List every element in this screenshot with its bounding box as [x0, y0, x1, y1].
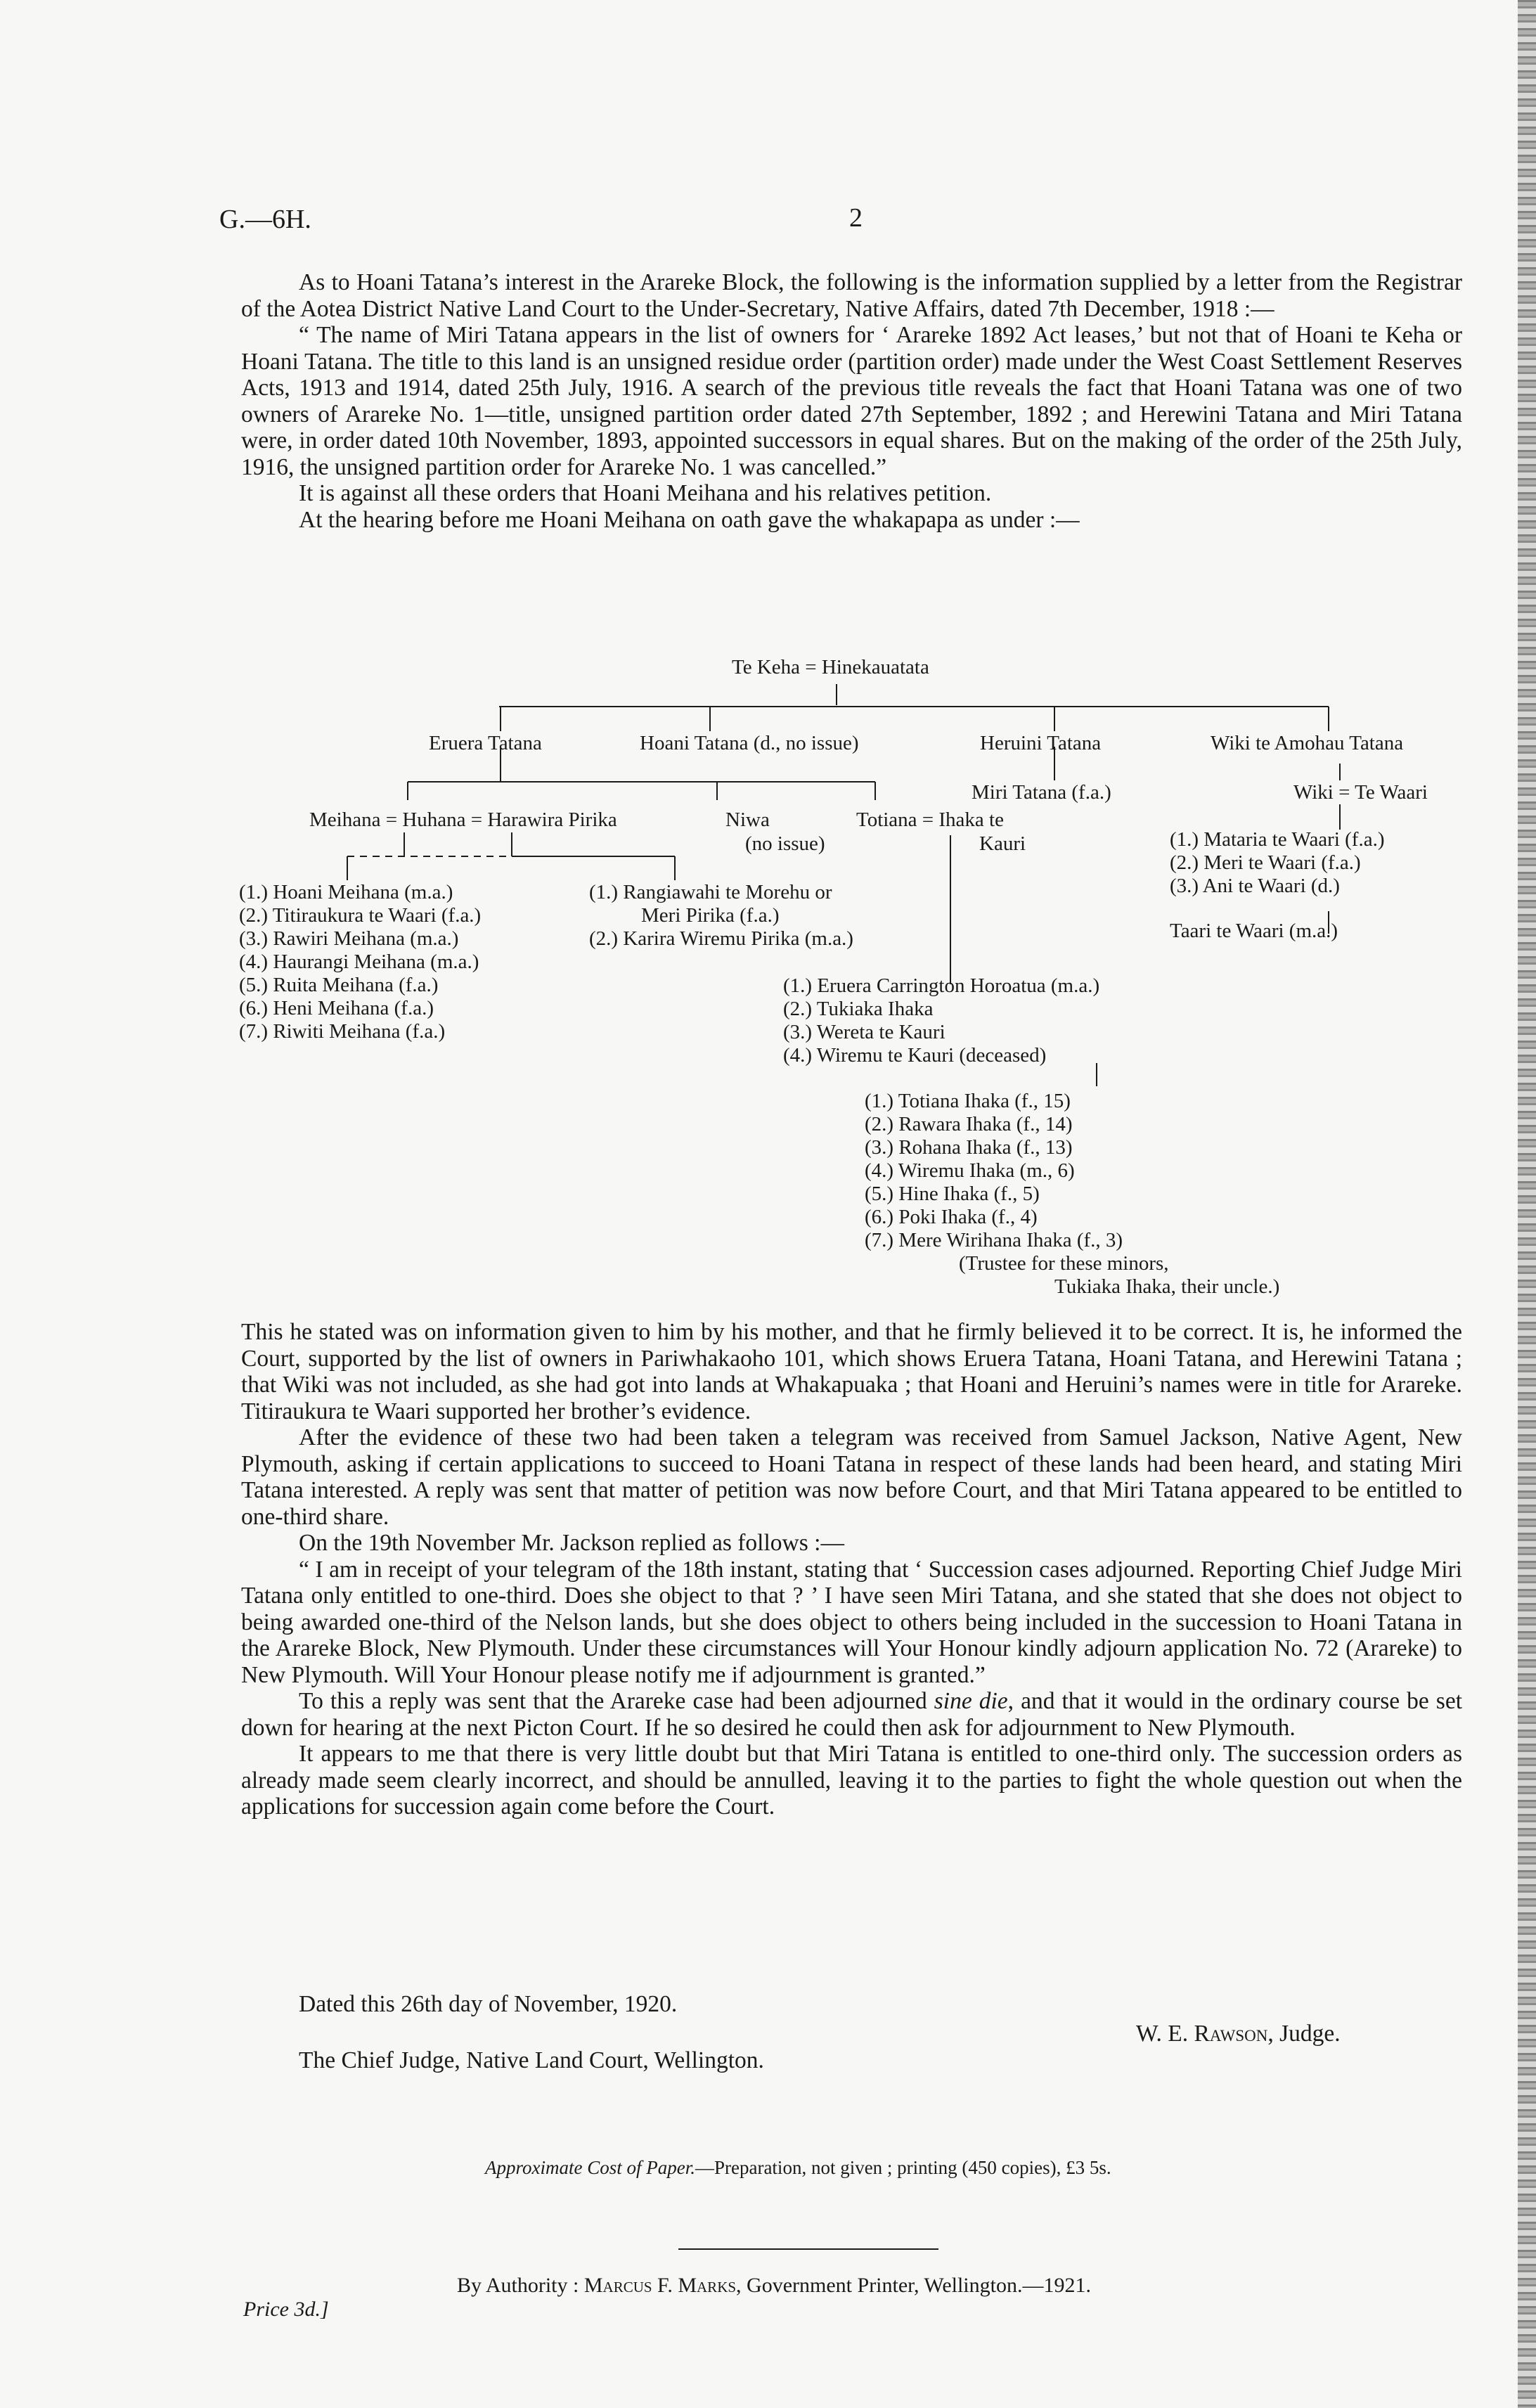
list-item: (1.) Eruera Carrington Horoatua (m.a.): [783, 974, 1100, 997]
list-item: (3.) Rawiri Meihana (m.a.): [239, 927, 459, 950]
conclusion-paragraph: It appears to me that there is very little doubt but that Miri Tatana is entitled to one-third only. The succession orders as already made seem clearly incorrect, and should be annulled, leaving it to the parties to fight the whole question out when the applications for succession again come before the Court.: [241, 1741, 1462, 1820]
trustee-note: Tukiaka Ihaka, their uncle.): [1054, 1275, 1280, 1298]
dated-line: Dated this 26th day of November, 1920.: [299, 1991, 678, 2017]
cost-label: Approximate Cost of Paper.: [485, 2157, 695, 2178]
paragraph: It is against all these orders that Hoani Meihana and his relatives petition.: [299, 480, 992, 506]
tree-wiki-couple: Wiki = Te Waari: [1293, 781, 1428, 804]
list-item: (3.) Ani te Waari (d.): [1170, 875, 1340, 897]
paragraph: As to Hoani Tatana’s interest in the Arareke Block, the following is the information supplied by a letter from the Registrar of the Aotea District Native Land Court to the Under-Secretary, Native Affairs, dated 7th December, 1918 :—: [241, 269, 1462, 322]
tree-child-heruini: Heruini Tatana: [980, 732, 1102, 754]
signature-title: , Judge.: [1267, 2021, 1341, 2047]
sine-die-italic: sine die: [934, 1688, 1008, 1714]
signature: [1136, 2021, 1341, 2047]
tree-child-wiki: Wiki te Amohau Tatana: [1211, 732, 1404, 754]
signature-surname: Rawson: [1194, 2021, 1268, 2047]
list-item: (6.) Poki Ihaka (f., 4): [865, 1206, 1038, 1228]
tree-taari: Taari te Waari (m.a.): [1170, 920, 1338, 942]
tree-miri: Miri Tatana (f.a.): [972, 781, 1111, 804]
list-item: (6.) Heni Meihana (f.a.): [239, 997, 434, 1019]
tree-meihana-couples: Meihana = Huhana = Harawira Pirika: [309, 809, 617, 831]
tree-totiana-couple-cont: Kauri: [979, 832, 1026, 855]
evidence-text: [241, 1319, 1462, 1820]
list-item: Meri Pirika (f.a.): [641, 904, 780, 927]
list-item: (4.) Wiremu te Kauri (deceased): [783, 1044, 1047, 1067]
list-item: (3.) Rohana Ihaka (f., 13): [865, 1136, 1073, 1159]
printer-name: Marcus F. Marks: [583, 2274, 737, 2297]
paragraph: This he stated was on information given to him by his mother, and that he firmly believed it to be correct. It is, he informed the Court, supported by the list of owners in Pariwhakaoho 101, which shows Eruera Tatana, Hoani Tatana, and Herewini Tatana ; that Wiki was not included, as she had got into lands at Whakapuaka ; that Hoani and Heruini’s names were in title for Arareke. Titiraukura te Waari supported her brother’s evidence.: [241, 1319, 1462, 1424]
cost-note: [485, 2157, 1111, 2179]
list-item: (4.) Haurangi Meihana (m.a.): [239, 951, 479, 973]
list-item: (5.) Hine Ihaka (f., 5): [865, 1183, 1040, 1205]
list-item: (4.) Wiremu Ihaka (m., 6): [865, 1159, 1075, 1182]
paragraph: After the evidence of these two had been taken a telegram was received from Samuel Jackson, Native Agent, New Plymouth, asking if certain applications to succeed to Hoani Tatana in respect of these lands had been heard, and stating Miri Tatana interested. A reply was sent that matter of petition was now before Court, and that Miri Tatana appeared to be entitled to one-third share.: [241, 1424, 1462, 1530]
list-item: (1.) Mataria te Waari (f.a.): [1170, 828, 1385, 851]
authority-label: By Authority :: [457, 2274, 584, 2297]
trustee-note: (Trustee for these minors,: [959, 1252, 1169, 1275]
list-item: (5.) Ruita Meihana (f.a.): [239, 974, 439, 996]
signature-initials: W. E.: [1136, 2021, 1194, 2047]
quoted-letter: “ The name of Miri Tatana appears in the list of owners for ‘ Arareke 1892 Act leases,’ but not that of Hoani te Keha or Hoani Tatana. The title to this land is an unsigned residue order (partition order) made under the West Coast Settlement Reserves Acts, 1913 and 1914, dated 25th July, 1916. A search of the previous title reveals the fact that Hoani Tatana was one of two owners of Arareke No. 1—title, unsigned partition order dated 27th September, 1892 ; and Herewini Tatana and Miri Tatana were, in order dated 10th November, 1893, appointed successors in equal shares. But on the making of the order of the 25th July, 1916, the unsigned partition order for Arareke No. 1 was cancelled.”: [241, 322, 1462, 480]
divider: [678, 2248, 938, 2250]
list-item: (1.) Hoani Meihana (m.a.): [239, 881, 453, 903]
paragraph: At the hearing before me Hoani Meihana on oath gave the whakapapa as under :—: [299, 506, 1080, 533]
printer-line: [457, 2274, 1091, 2298]
paragraph: [241, 1688, 1462, 1741]
list-item: (2.) Rawara Ihaka (f., 14): [865, 1113, 1073, 1135]
list-item: (1.) Totiana Ihaka (f., 15): [865, 1090, 1071, 1112]
document-reference: G.—6H.: [219, 205, 311, 234]
sine-die-before: To this a reply was sent that the Arareke case had been adjourned: [299, 1688, 934, 1714]
paragraph: On the 19th November Mr. Jackson replied as follows :—: [299, 1530, 844, 1556]
list-item: (2.) Titiraukura te Waari (f.a.): [239, 904, 482, 927]
tree-root-couple: Te Keha = Hinekauatata: [732, 656, 929, 678]
sine-die-after: , and that it would in the ordinary course be set down for hearing at the next Picton Court. If he so desired he could then ask for adjournment to New Plymouth.: [241, 1688, 1463, 1741]
price: Price 3d.]: [243, 2298, 329, 2321]
page-number: 2: [849, 203, 863, 233]
tree-totiana-couple: Totiana = Ihaka te: [856, 809, 1004, 831]
list-item: (2.) Tukiaka Ihaka: [783, 998, 934, 1020]
list-item: (1.) Rangiawahi te Morehu or: [589, 881, 832, 903]
list-item: (2.) Meri te Waari (f.a.): [1170, 851, 1361, 874]
tree-child-eruera: Eruera Tatana: [429, 732, 542, 754]
tree-niwa: Niwa: [725, 809, 770, 831]
list-item: (7.) Mere Wirihana Ihaka (f., 3): [865, 1229, 1123, 1251]
cost-text: —Preparation, not given ; printing (450 copies), £3 5s.: [695, 2157, 1111, 2178]
list-item: (3.) Wereta te Kauri: [783, 1021, 946, 1043]
addressee: The Chief Judge, Native Land Court, Wellington.: [299, 2047, 764, 2073]
tree-niwa-note: (no issue): [745, 832, 825, 855]
list-item: (2.) Karira Wiremu Pirika (m.a.): [589, 927, 853, 950]
tree-child-hoani: Hoani Tatana (d., no issue): [640, 732, 859, 754]
quoted-telegram: “ I am in receipt of your telegram of the 18th instant, stating that ‘ Succession cases adjourned. Reporting Chief Judge Miri Tatana only entitled to one-third. Does she object to that ? ’ I have seen Miri Tatana, and she stated that she does not object to being awarded one-third of the Nelson lands, but she does object to others being included in the succession to Hoani Tatana in the Arareke Block, New Plymouth. Under these circumstances will Your Honour kindly adjourn application No. 72 (Arareke) to New Plymouth. Will Your Honour please notify me if adjournment is granted.”: [241, 1556, 1462, 1688]
list-item: (7.) Riwiti Meihana (f.a.): [239, 1020, 446, 1043]
printer-rest: , Government Printer, Wellington.—1921.: [736, 2274, 1091, 2297]
